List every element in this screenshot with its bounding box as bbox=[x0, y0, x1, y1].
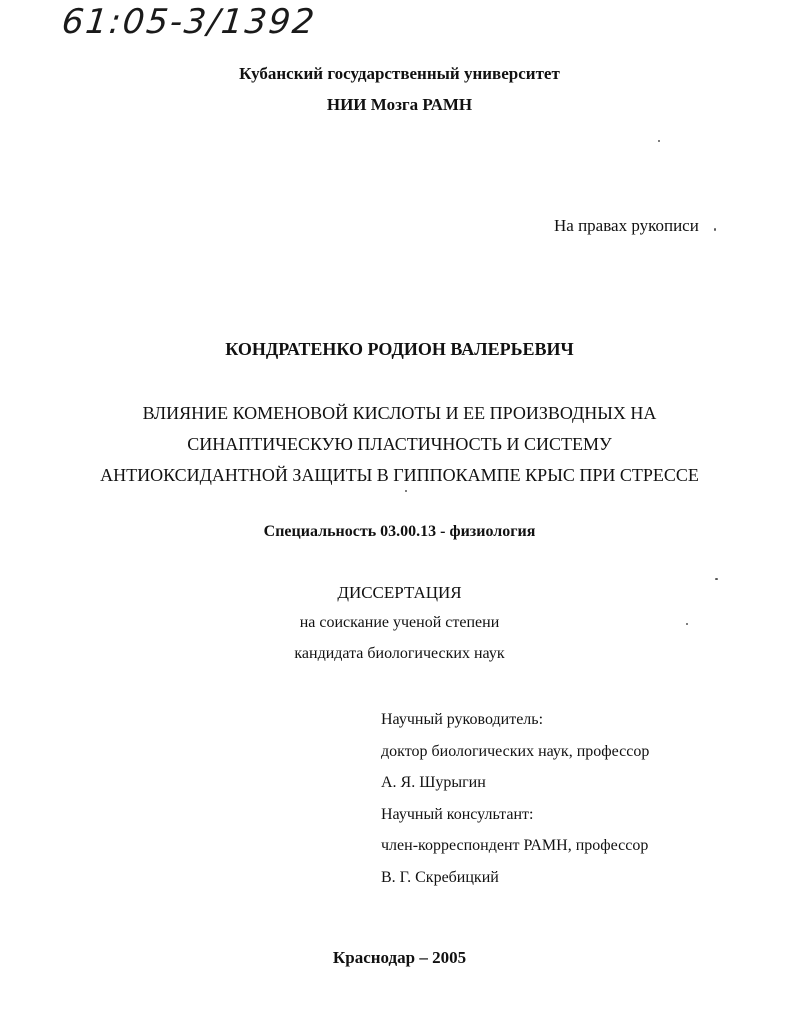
scan-speck bbox=[686, 623, 688, 625]
title-line-2: СИНАПТИЧЕСКУЮ ПЛАСТИЧНОСТЬ И СИСТЕМУ bbox=[187, 434, 612, 454]
author-name: КОНДРАТЕНКО РОДИОН ВАЛЕРЬЕВИЧ bbox=[225, 339, 574, 359]
city-year: Краснодар – 2005 bbox=[332, 948, 467, 967]
specialty: Специальность 03.00.13 - физиология bbox=[263, 523, 536, 540]
degree: кандидата биологических наук bbox=[294, 645, 505, 662]
advisor-role-1: Научный руководитель: bbox=[381, 711, 544, 728]
scan-speck bbox=[405, 490, 407, 492]
institute-name: НИИ Мозга РАМН bbox=[326, 95, 473, 114]
title-line-3: АНТИОКСИДАНТНОЙ ЗАЩИТЫ В ГИППОКАМПЕ КРЫС ПРИ СТРЕССЕ bbox=[100, 465, 699, 485]
degree-purpose: на соискание ученой степени bbox=[299, 614, 500, 631]
advisor-role-2: Научный консультант: bbox=[381, 805, 534, 823]
scan-speck bbox=[715, 578, 718, 580]
work-type: ДИССЕРТАЦИЯ bbox=[337, 583, 462, 602]
dissertation-title bbox=[0, 398, 799, 491]
advisor-name-2: В. Г. Скребицкий bbox=[381, 868, 499, 886]
university-name: Кубанский государственный университет bbox=[239, 64, 560, 83]
advisor-title-2: член-корреспондент РАМН, профессор bbox=[381, 837, 649, 854]
scan-speck bbox=[658, 140, 660, 142]
handwritten-shelfmark: 61:05-3/1392 bbox=[59, 2, 318, 42]
advisor-title-1: доктор биологических наук, профессор bbox=[381, 742, 650, 760]
title-line-1: ВЛИЯНИЕ КОМЕНОВОЙ КИСЛОТЫ И ЕЕ ПРОИЗВОДНЫХ НА bbox=[142, 403, 657, 423]
rights-note: На правах рукописи bbox=[554, 216, 699, 235]
scan-speck bbox=[714, 228, 716, 231]
advisors-block bbox=[381, 704, 649, 893]
advisor-name-1: А. Я. Шурыгин bbox=[381, 774, 486, 791]
